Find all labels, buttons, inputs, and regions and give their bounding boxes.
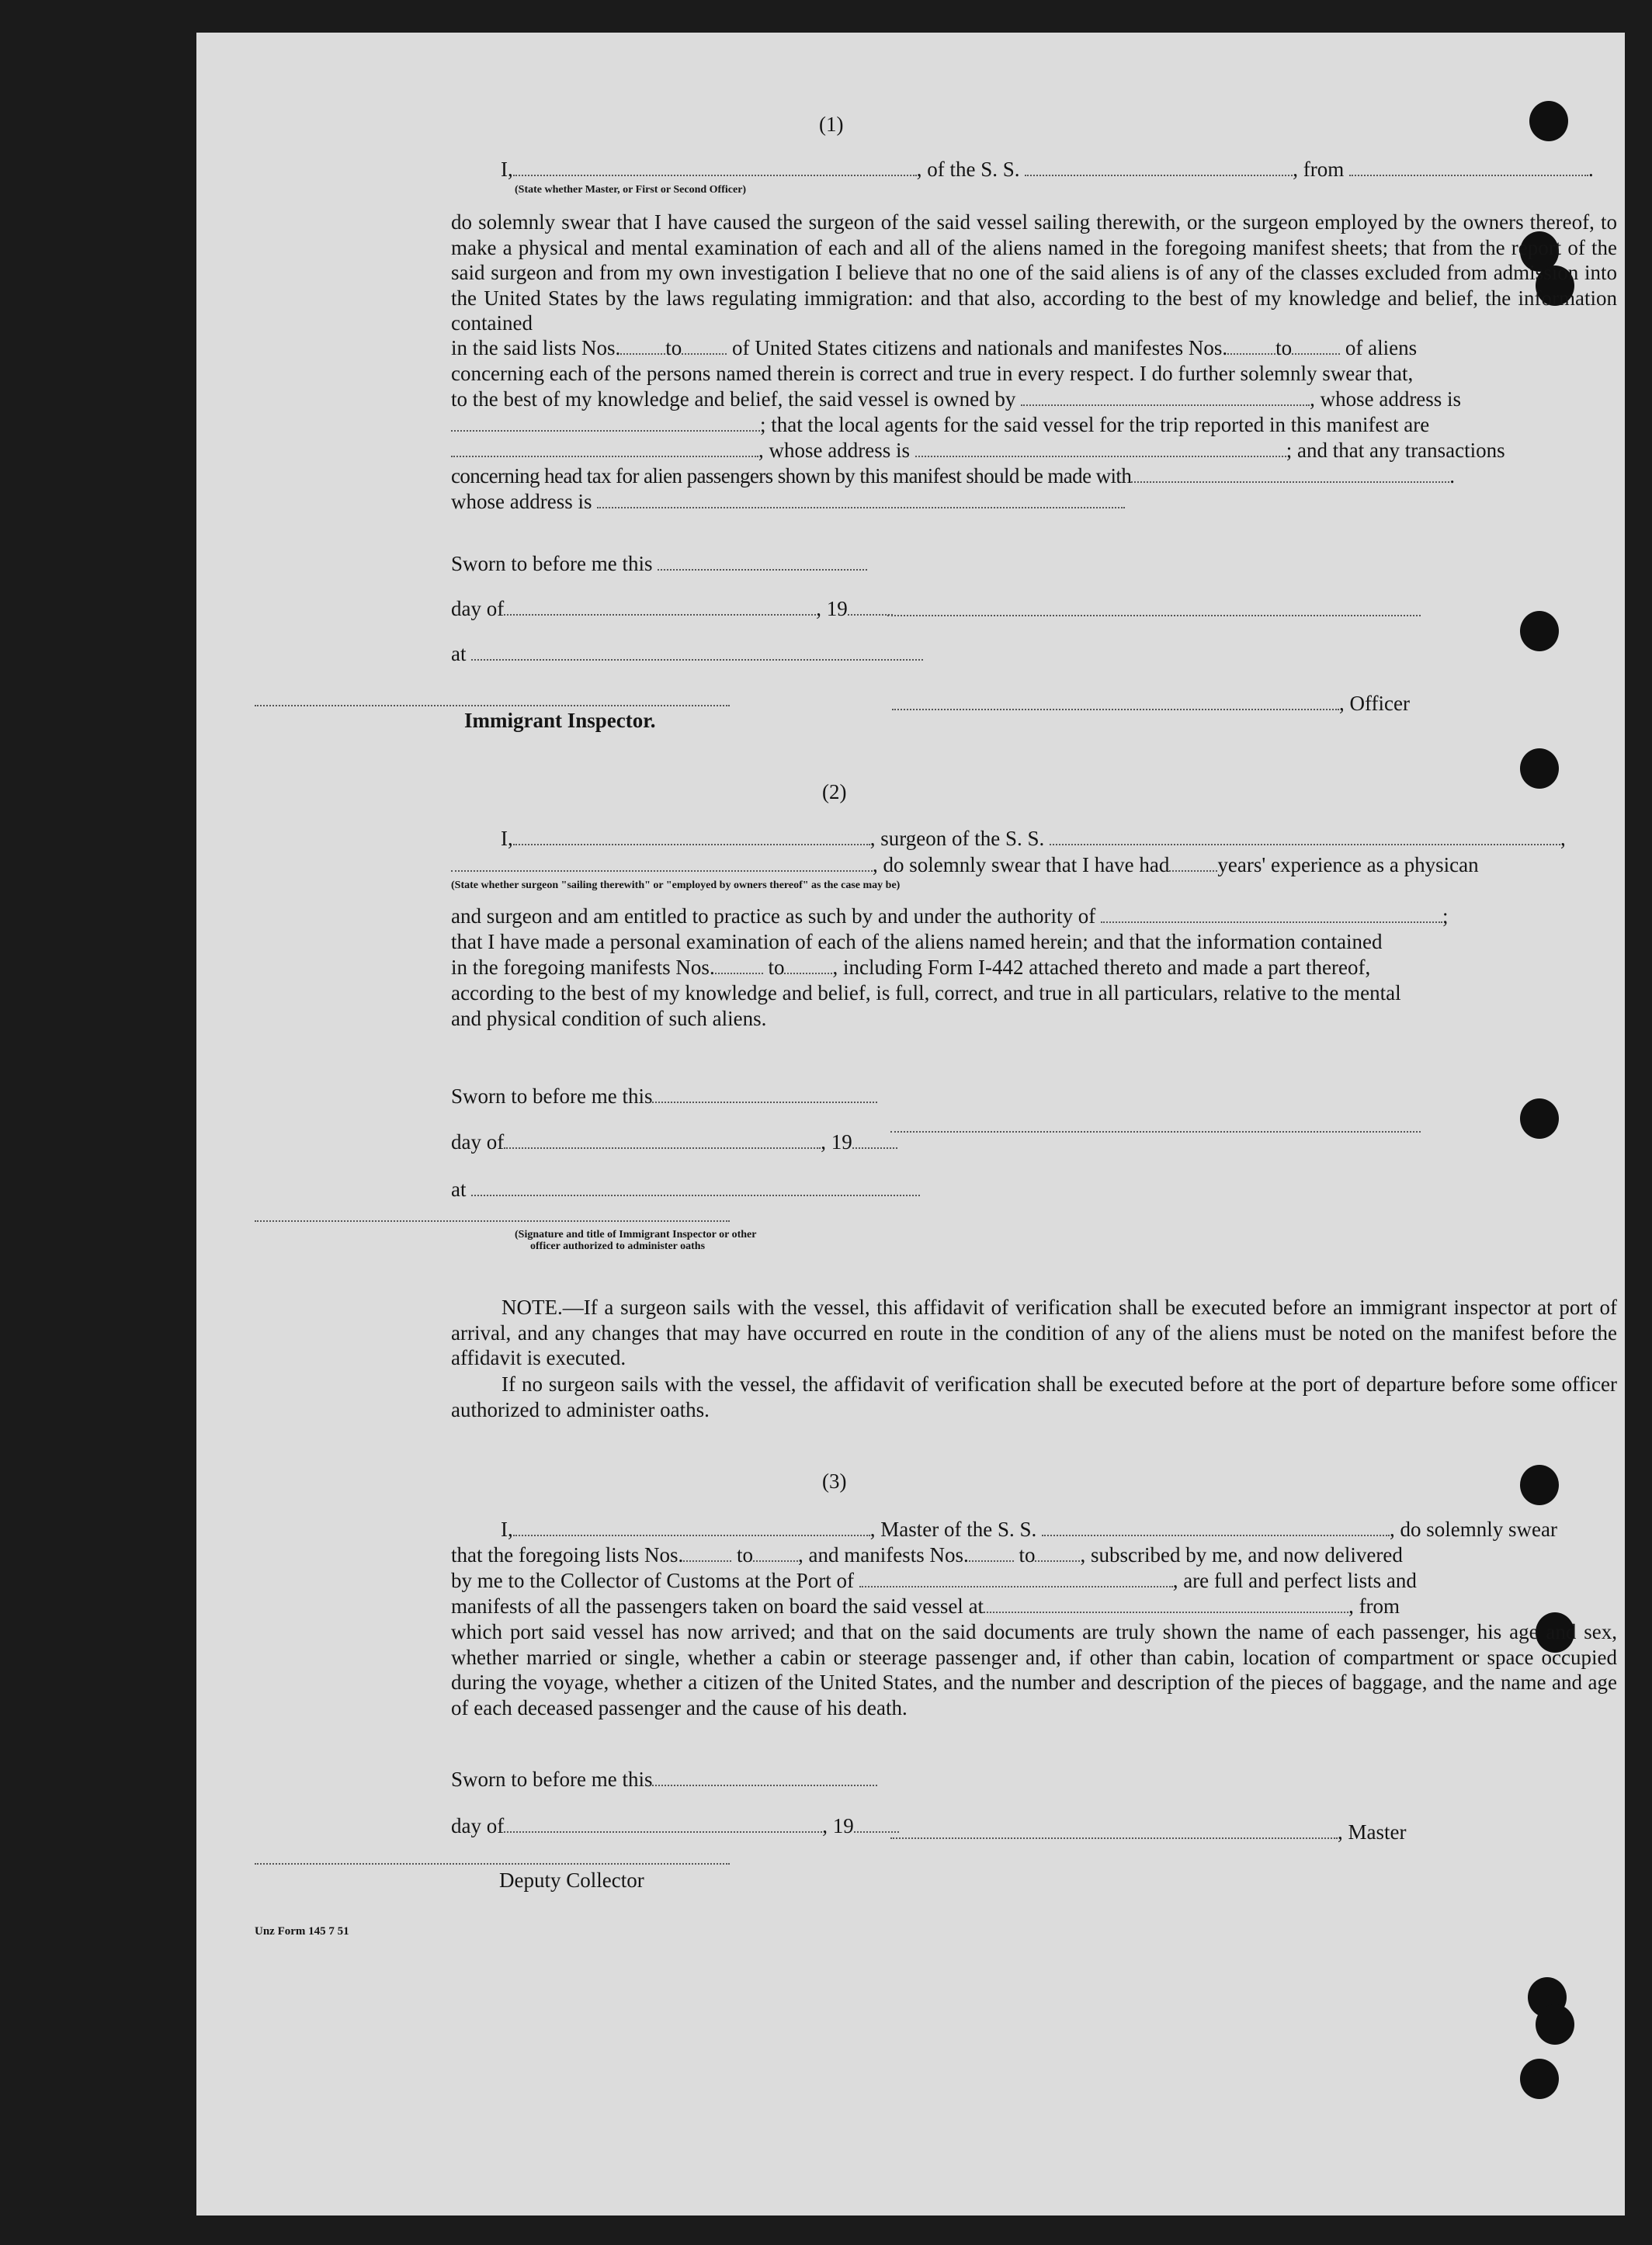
s2-to-label: to [768, 956, 785, 979]
s1-transactions-label: ; and that any transactions [1286, 439, 1505, 462]
s1-body-e [451, 412, 1429, 438]
s1-i-label: I, [501, 158, 513, 181]
punch-hole [1520, 2059, 1559, 2099]
s3-to-label: to [736, 1543, 753, 1567]
note-para-1 [451, 1295, 1617, 1371]
s1-inspector-caption: Immigrant Inspector. [464, 709, 656, 732]
s2-day [451, 1129, 897, 1155]
s3-departure-field[interactable] [984, 1598, 1348, 1613]
s2-vessel-field[interactable] [1050, 830, 1560, 845]
s1-inspector-sig-line[interactable] [255, 705, 730, 706]
s3-year-label: , 19 [822, 1814, 854, 1837]
s2-year-label: , 19 [821, 1130, 852, 1154]
s1-at-label: at [451, 642, 467, 665]
s1-at [451, 641, 923, 667]
s2-manifests-from-field[interactable] [715, 959, 763, 974]
punch-hole [1520, 1098, 1559, 1139]
punch-hole [1520, 1465, 1559, 1505]
s3-master-label: , Master [1338, 1820, 1407, 1844]
s2-at [451, 1177, 920, 1202]
s1-officer-sig-field[interactable] [892, 695, 1339, 710]
s3-sworn-field[interactable] [652, 1771, 877, 1786]
s2-manifests-to-field[interactable] [784, 959, 832, 974]
s3-master-ss-label: , Master of the S. S. [869, 1518, 1037, 1541]
s3-i-label: I, [501, 1518, 513, 1541]
s3-line2 [451, 1542, 1403, 1568]
s1-day [451, 596, 893, 622]
s1-manifests-label: of United States citizens and nationals and manifestes Nos. [732, 336, 1228, 359]
s2-semicolon: ; [1442, 904, 1449, 928]
s1-day-label: day of [451, 597, 505, 620]
s2-sworn [451, 1084, 877, 1109]
s1-body-g [451, 463, 1454, 489]
s3-swear-label: , do solemnly swear [1389, 1518, 1557, 1541]
s3-lists-from-field[interactable] [683, 1546, 731, 1562]
s1-body-d [451, 387, 1461, 412]
s3-manifests-label: , and manifests Nos. [797, 1543, 969, 1567]
punch-hole [1536, 2004, 1574, 2045]
s2-surgeon-type-field[interactable] [451, 856, 873, 872]
s2-day-label: day of [451, 1130, 505, 1154]
s1-to-label: to [665, 336, 682, 359]
s2-authority-label: and surgeon and am entitled to practice as such by and under the authority of [451, 904, 1096, 928]
s1-whose-address-label: whose address is [451, 490, 592, 513]
s2-day-field[interactable] [504, 1133, 821, 1149]
section-2-number: (2) [822, 780, 847, 803]
s2-surgeon-ss-label: , surgeon of the S. S. [869, 827, 1045, 850]
s1-line1 [501, 157, 1594, 182]
s1-body-f [451, 438, 1505, 463]
s1-period-2: . [1449, 464, 1455, 488]
s3-port-label: by me to the Collector of Customs at the Port of [451, 1569, 854, 1592]
s3-port-field[interactable] [859, 1572, 1173, 1587]
s1-body-a: do solemnly swear that I have caused the surgeon of the said vessel sailing therewith, or the surgeon employed by the owners thereof, to make a physical and mental examination of each and all of the aliens named in the foregoing manifest sheets; that from the report of the said surgeon and from my own investigation I believe that no one of the said aliens is of any of the classes excluded from admission into the United States by the laws regulating immigration: and that also, according to the best of my knowledge and belief, the information contained [451, 210, 1617, 335]
punch-hole [1520, 748, 1559, 789]
s1-officer-line [892, 691, 1410, 717]
s1-sworn-label: Sworn to before me this [451, 552, 653, 575]
s1-body-h [451, 489, 1125, 515]
s2-surgeon-note: (State whether surgeon "sailing therewith" or "employed by owners thereof" as the case may be) [451, 880, 901, 891]
s3-from-label: , from [1348, 1594, 1400, 1618]
s3-day-label: day of [451, 1814, 505, 1837]
s1-sworn-field[interactable] [658, 555, 867, 571]
s2-sig-note-2: officer authorized to administer oaths [530, 1240, 706, 1252]
s2-swear-label: , do solemnly swear that I have had [873, 853, 1170, 876]
s1-officer-note: (State whether Master, or First or Second Officer) [515, 184, 747, 196]
s2-years-label: years' experience as a physican [1217, 853, 1479, 876]
s2-line4: that I have made a personal examination of each of the aliens named herein; and that the information contained [451, 930, 1383, 953]
s1-year-label: , 19 [816, 597, 848, 620]
s3-master-name-field[interactable] [513, 1521, 870, 1536]
s3-master-sig-field[interactable] [890, 1823, 1338, 1839]
s1-whose-address-field[interactable] [597, 493, 1125, 508]
s2-line5 [451, 955, 1370, 980]
s3-line3 [451, 1568, 1417, 1594]
form-page [196, 33, 1625, 2216]
s2-manifests-label: in the foregoing manifests Nos. [451, 956, 715, 979]
s3-day [451, 1813, 899, 1839]
s1-officer-field[interactable] [513, 161, 917, 176]
s2-sworn-field[interactable] [652, 1088, 877, 1103]
s1-owned-by-label: to the best of my knowledge and belief, the said vessel is owned by [451, 387, 1016, 411]
s3-sworn [451, 1767, 877, 1792]
s1-manifests-to-field[interactable] [1292, 339, 1340, 355]
s1-headtax-field[interactable] [1131, 467, 1449, 483]
note-text-1: NOTE.—If a surgeon sails with the vessel, this affidavit of verification shall be executed before an immigrant inspector at port of arrival, and any changes that may have occurred en route in the condition of any of the aliens must be noted on the manifest before the affidavit is executed. [451, 1296, 1617, 1370]
s1-period: . [1588, 158, 1594, 181]
s2-right-sig-line[interactable] [890, 1131, 1421, 1133]
s1-of-ss-label: , of the S. S. [916, 158, 1020, 181]
s3-to-label-2: to [1019, 1543, 1036, 1567]
s3-lists-to-field[interactable] [753, 1546, 798, 1562]
s1-agent-address-label: , whose address is [758, 439, 910, 462]
s3-full-lists-label: , are full and perfect lists and [1172, 1569, 1417, 1592]
form-id: Unz Form 145 7 51 [255, 1925, 349, 1938]
s2-at-label: at [451, 1178, 467, 1201]
s1-sworn [451, 551, 867, 577]
note-para-2 [451, 1372, 1617, 1422]
s3-master-line [890, 1820, 1406, 1845]
s2-year-field[interactable] [852, 1133, 897, 1149]
s2-inspector-sig-line[interactable] [255, 1220, 730, 1222]
s1-lists-label: in the said lists Nos. [451, 336, 621, 359]
s3-taken-on-label: manifests of all the passengers taken on board the said vessel at [451, 1594, 984, 1618]
s2-line7: and physical condition of such aliens. [451, 1007, 767, 1030]
s2-sworn-label: Sworn to before me this [451, 1084, 653, 1108]
s1-owner-field[interactable] [1021, 390, 1310, 406]
s3-deputy-sig-line[interactable] [255, 1863, 730, 1865]
s1-body-c: concerning each of the persons named therein is correct and true in every respect. I do further solemnly swear that, [451, 362, 1414, 385]
s1-day-field[interactable] [504, 600, 816, 616]
s1-lists-from-field[interactable] [620, 339, 665, 355]
s3-lists-label: that the foregoing lists Nos. [451, 1543, 684, 1567]
s2-years-field[interactable] [1169, 856, 1217, 872]
s3-day-field[interactable] [504, 1817, 822, 1833]
s1-headtax-label: concerning head tax for alien passengers shown by this manifest should be made with [451, 464, 1132, 488]
s1-lists-to-field[interactable] [682, 339, 727, 355]
s3-body: which port said vessel has now arrived; and that on the said documents are truly shown the name of each passenger, his age and sex, whether married or single, whether a cabin or steerage passenger and, if other than cabin, location of compartment or space occupied during the voyage, whether a citizen of the United States, and the number and description of the pieces of baggage, and the name and age of each deceased passenger and the cause of his death. [451, 1620, 1617, 1719]
s3-sworn-label: Sworn to before me this [451, 1768, 653, 1791]
note-text-2: If no surgeon sails with the vessel, the affidavit of verification shall be executed before at the port of departure before some officer authorized to administer oaths. [451, 1372, 1617, 1421]
s1-agents-label: ; that the local agents for the said vessel for the trip reported in this manifest are [760, 413, 1430, 436]
s3-delivered-label: , subscribed by me, and now delivered [1080, 1543, 1403, 1567]
s1-at-field[interactable] [471, 645, 923, 661]
s2-sig-note-1: (Signature and title of Immigrant Inspector or other [515, 1229, 757, 1240]
s1-year-field[interactable] [848, 600, 893, 616]
s1-body-b [451, 335, 1417, 361]
section-3-number: (3) [822, 1469, 847, 1493]
s1-from-label: , from [1293, 158, 1345, 181]
section-1-number: (1) [819, 113, 844, 136]
s1-owner-address-label: , whose address is [1310, 387, 1462, 411]
s1-vessel-field[interactable] [1025, 161, 1293, 176]
s3-line1 [501, 1517, 1557, 1542]
s1-to-label-2: to [1275, 336, 1293, 359]
s3-vessel-field[interactable] [1042, 1521, 1390, 1536]
s2-comma: , [1560, 827, 1566, 850]
s1-owner-address-field[interactable] [451, 416, 760, 432]
s1-from-field[interactable] [1349, 161, 1588, 176]
s2-form-label: , including Form I-442 attached thereto and made a part thereof, [832, 956, 1371, 979]
s1-agents-field[interactable] [451, 442, 758, 457]
s3-line4 [451, 1594, 1400, 1619]
s1-agent-address-field[interactable] [915, 442, 1286, 457]
s2-i-label: I, [501, 827, 513, 850]
s1-right-sig-line[interactable] [887, 615, 1421, 616]
s2-line2 [451, 852, 1479, 878]
s2-authority-field[interactable] [1101, 907, 1442, 923]
s2-line1 [501, 826, 1566, 852]
s1-officer-label: , Officer [1339, 692, 1410, 715]
s2-surgeon-name-field[interactable] [513, 830, 870, 845]
s3-deputy-caption: Deputy Collector [499, 1869, 644, 1892]
s3-manifests-to-field[interactable] [1035, 1546, 1080, 1562]
s1-aliens-label: of aliens [1345, 336, 1418, 359]
punch-hole [1529, 101, 1568, 141]
s2-line3 [451, 904, 1449, 929]
s1-manifests-from-field[interactable] [1227, 339, 1275, 355]
s3-manifests-from-field[interactable] [969, 1546, 1014, 1562]
s2-at-field[interactable] [471, 1181, 920, 1196]
s2-line6: according to the best of my knowledge and belief, is full, correct, and true in all particulars, relative to the mental [451, 981, 1401, 1005]
punch-hole [1520, 611, 1559, 651]
